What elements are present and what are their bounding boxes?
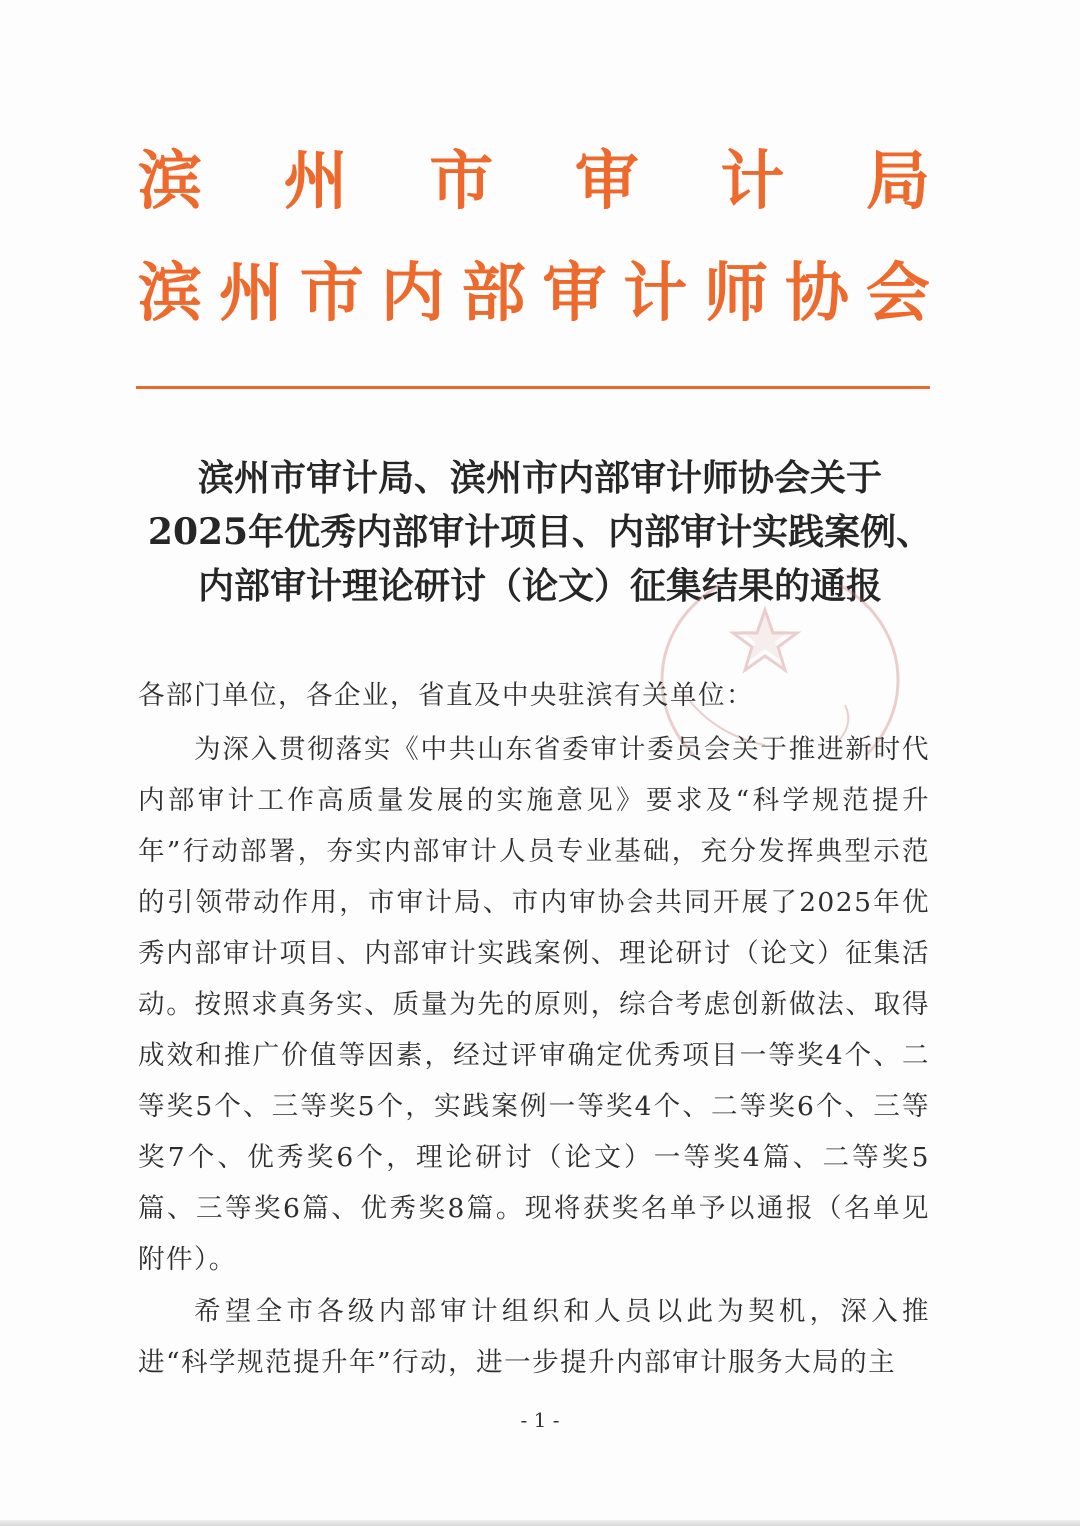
letterhead-char: 州 [283,145,348,219]
letterhead-char: 审 [542,257,607,331]
document-title-line-2: 2025年优秀内部审计项目、内部审计实践案例、 [147,511,933,553]
letterhead-char: 审 [574,145,639,219]
letterhead-char: 局 [865,145,930,219]
document-title-line-1: 滨州市审计局、滨州市内部审计师协会关于 [197,457,882,499]
salutation: 各部门单位，各企业，省直及中央驻滨有关单位： [138,680,754,711]
letterhead-char: 部 [461,257,526,331]
letterhead-char: 会 [865,257,930,331]
letterhead-line-1 [138,142,930,222]
page-number: - 1 - [520,1408,560,1432]
body-paragraph-1: 为深入贯彻落实《中共山东省委审计委员会关于推进新时代内部审计工作高质量发展的实施意见》要求及“科学规范提升年”行动部署，夯实内部审计人员专业基础，充分发挥典型示范的引领带动作用，市审计局、市内审协会共同开展了2025年优秀内部审计项目、内部审计实践案例、理论研讨（论文）征集活动。按照求真务实、质量为先的原则，综合考虑创新做法、取得成效和推广价值等因素，经过评审确定优秀项目一等奖4个、二等奖5个、三等奖5个，实践案例一等奖4个、二等奖6个、三等奖7个、优秀奖6个，理论研讨（论文）一等奖4篇、二等奖5篇、三等奖6篇、优秀奖8篇。现将获奖名单予以通报（名单见附件）。 [138,734,930,1275]
letterhead-char: 计 [623,257,688,331]
document-title-line-3: 内部审计理论研讨（论文）征集结果的通报 [197,565,882,607]
letterhead-char: 滨 [138,257,202,331]
letterhead-char: 计 [720,145,785,219]
letterhead-char: 市 [429,145,494,219]
letterhead-char: 师 [704,257,769,331]
letterhead-divider [136,386,930,389]
body-paragraph-2: 希望全市各级内部审计组织和人员以此为契机，深入推进“科学规范提升年”行动，进一步提升内部审计服务大局的主 [138,1296,930,1378]
letterhead-line-2 [138,254,930,334]
page-edge-shadow [0,1520,1080,1526]
letterhead-char: 州 [218,257,283,331]
letterhead-char: 协 [785,257,849,331]
letterhead-char: 市 [299,257,364,331]
letterhead-char: 内 [380,257,445,331]
letterhead-char: 滨 [138,145,202,219]
